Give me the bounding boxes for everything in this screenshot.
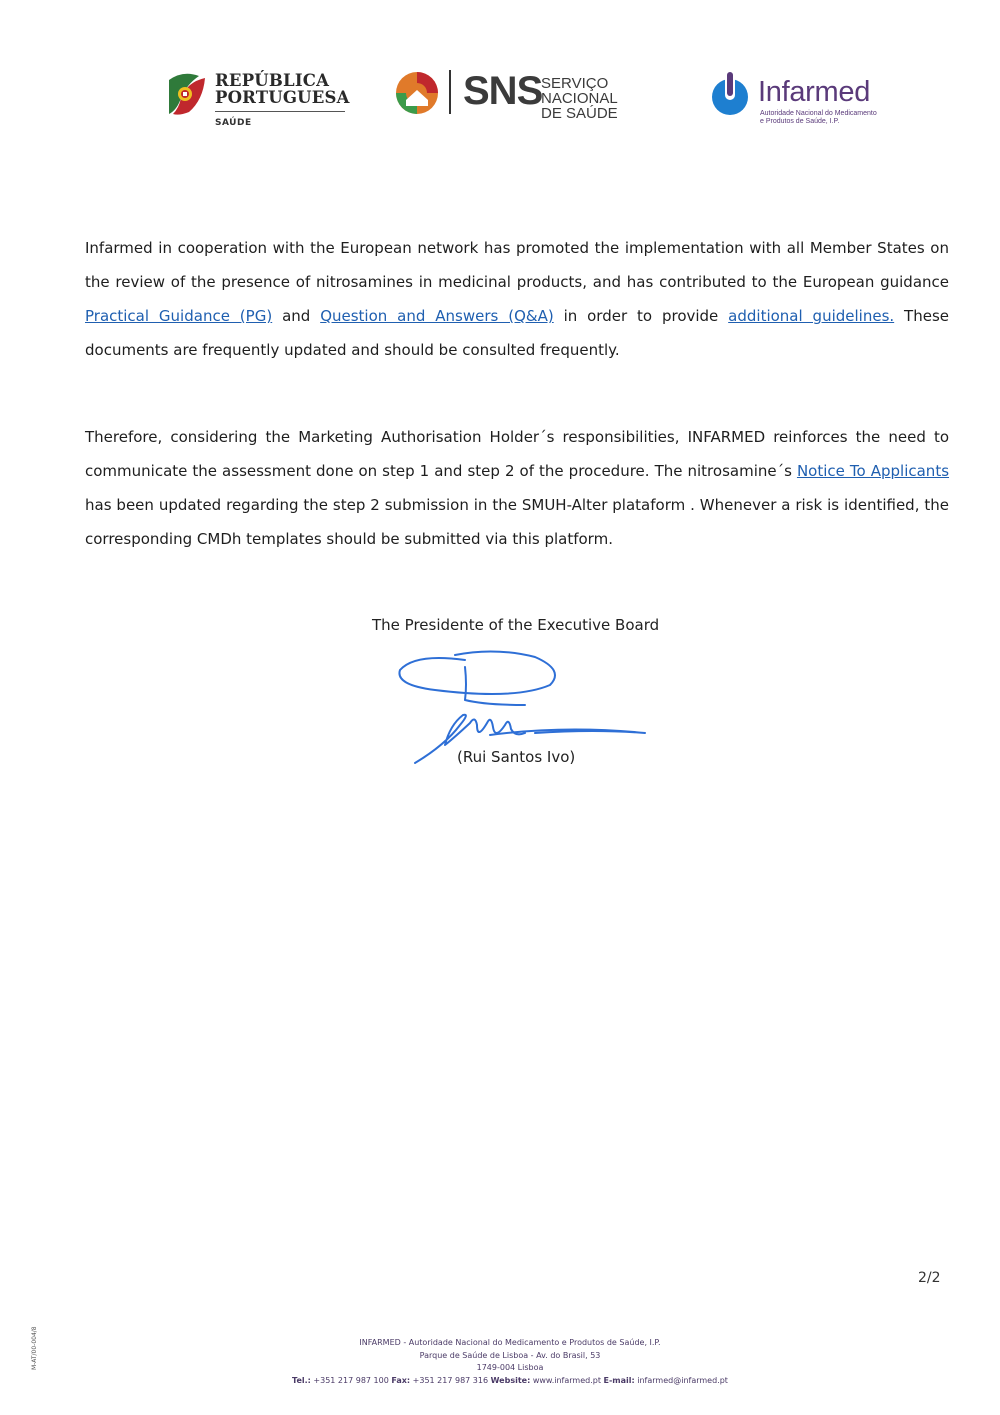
footer-contacts (250, 1375, 770, 1387)
tel-value: +351 217 987 100 (310, 1376, 392, 1385)
portugal-emblem-icon (165, 70, 209, 116)
rp-subtitle: SAÚDE (215, 118, 252, 128)
fax-value: +351 217 987 316 (410, 1376, 491, 1385)
para2-text-2: has been updated regarding the step 2 submission in the SMUH-Alter plataform . Whenever a risk is identified, the corresponding CMDh templates should be submitted via this platform. (85, 496, 949, 548)
infarmed-sub2: e Produtos de Saúde, I.P. (760, 118, 840, 125)
infarmed-name: Infarmed (758, 76, 871, 108)
republica-portuguesa-logo (165, 68, 355, 134)
para1-text-2: and (272, 307, 321, 325)
email-value[interactable]: infarmed@infarmed.pt (634, 1376, 728, 1385)
para1-text-3: in order to provide (553, 307, 729, 325)
sns-separator (449, 70, 451, 114)
tel-label: Tel.: (292, 1376, 311, 1385)
practical-guidance-link[interactable]: Practical Guidance (PG) (85, 307, 273, 325)
rp-line2: PORTUGUESA (215, 88, 350, 107)
rp-line1: REPÚBLICA (215, 71, 330, 90)
infarmed-sub1: Autoridade Nacional do Medicamento (760, 110, 877, 117)
sns-line2: DE SAÚDE (541, 105, 618, 122)
document-code (28, 1318, 42, 1378)
footer-organization: INFARMED - Autoridade Nacional do Medicamento e Produtos de Saúde, I.P. (359, 1338, 661, 1347)
para1-text-1: Infarmed in cooperation with the European network has promoted the implementation with all Member States on the review of the presence of nitrosamines in medicinal products, and has contributed to the European guidance (85, 239, 949, 291)
sns-abbreviation: SNS (463, 69, 543, 113)
additional-guidelines-link[interactable]: additional guidelines. (728, 307, 895, 325)
sns-line1: SERVIÇO NACIONAL (541, 75, 618, 107)
document-code-text: M-AT/00-004/8 (31, 1326, 38, 1370)
sns-logo (393, 68, 673, 122)
rp-divider (215, 111, 345, 112)
question-answers-link[interactable]: Question and Answers (Q&A) (320, 307, 554, 325)
footer-postal: 1749-004 Lisboa (476, 1363, 544, 1372)
infarmed-logo (708, 70, 893, 140)
email-label: E-mail: (603, 1376, 635, 1385)
page-number: 2/2 (918, 1270, 941, 1286)
website-label: Website: (490, 1376, 531, 1385)
infarmed-emblem-icon (708, 72, 754, 116)
signatory-name: (Rui Santos Ivo) (457, 748, 576, 766)
paragraph-guidance (85, 231, 949, 367)
para2-text-1: Therefore, considering the Marketing Authorisation Holder´s responsibilities, INFARMED reinforces the need to communicate the assessment done on step 1 and step 2 of the procedure. The nitrosamine´s (85, 428, 949, 480)
signatory-title: The Presidente of the Executive Board (372, 616, 660, 634)
paragraph-responsibilities (85, 420, 949, 556)
footer-address: Parque de Saúde de Lisboa - Av. do Brasil, 53 (419, 1351, 601, 1360)
sns-emblem-icon (393, 70, 441, 116)
para1-text-4: These documents are frequently updated and should be consulted frequently. (85, 307, 949, 359)
website-value[interactable]: www.infarmed.pt (530, 1376, 604, 1385)
fax-label: Fax: (391, 1376, 411, 1385)
notice-to-applicants-link[interactable]: Notice To Applicants (796, 462, 950, 480)
